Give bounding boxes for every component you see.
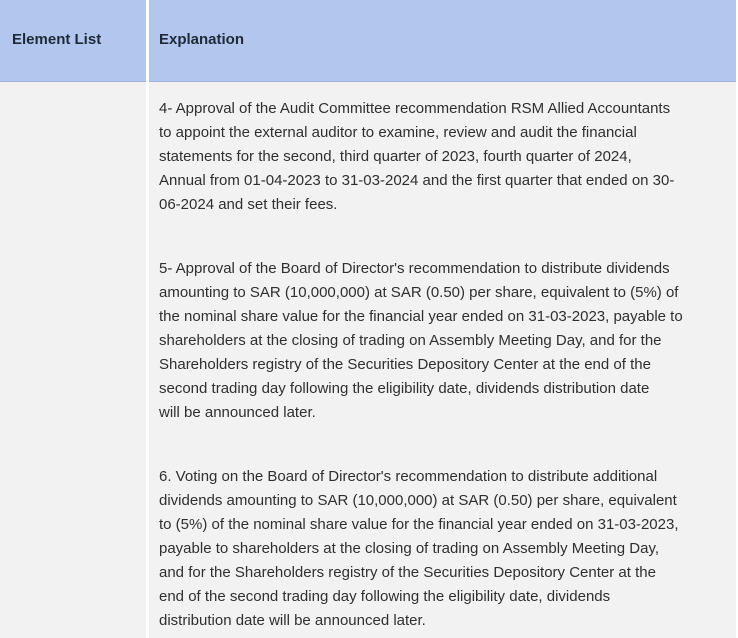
text-line: 06-2024 and set their fees. (159, 196, 338, 213)
column-divider (146, 0, 149, 82)
text-line: amounting to SAR (10,000,000) at SAR (0.50) per share, equivalent to (5%) of (159, 284, 679, 301)
text-line: statements for the second, third quarter of 2023, fourth quarter of 2024, (159, 148, 632, 165)
element-list-cell (0, 82, 146, 638)
text-line: payable to shareholders at the closing of trading on Assembly Meeting Day, (159, 540, 660, 557)
text-line: 5- Approval of the Board of Director's recommendation to distribute dividends (159, 260, 670, 277)
text-line: dividends amounting to SAR (10,000,000) at SAR (0.50) per share, equivalent (159, 492, 677, 509)
table-header (0, 0, 738, 82)
text-line: end of the second trading day following the eligibility date, dividends (159, 588, 611, 605)
text-line: second trading day following the eligibility date, dividends distribution date (159, 380, 650, 397)
text-line: the nominal share value for the financial year ended on 31-03-2023, payable to (159, 308, 683, 325)
text-line: shareholders at the closing of trading on Assembly Meeting Day, and for the (159, 332, 662, 349)
agenda-item-5 (159, 257, 731, 425)
text-line: Annual from 01-04-2023 to 31-03-2024 and the first quarter that ended on 30- (159, 172, 675, 189)
agenda-item-4 (159, 97, 731, 217)
text-line: and for the Shareholders registry of the Securities Depository Center at the (159, 564, 656, 581)
agenda-item-6 (159, 465, 731, 633)
text-line: distribution date will be announced later. (159, 612, 426, 629)
text-line: to appoint the external auditor to examine, review and audit the financial (159, 124, 637, 141)
text-line: will be announced later. (159, 404, 316, 421)
column-header-element-list: Element List (12, 31, 102, 48)
text-line: to (5%) of the nominal share value for the financial year ended on 31-03-2023, (159, 516, 679, 533)
text-line: 6. Voting on the Board of Director's recommendation to distribute additional (159, 468, 658, 485)
text-line: 4- Approval of the Audit Committee recommendation RSM Allied Accountants (159, 100, 671, 117)
column-header-explanation: Explanation (159, 31, 245, 48)
text-line: Shareholders registry of the Securities Depository Center at the end of the (159, 356, 651, 373)
